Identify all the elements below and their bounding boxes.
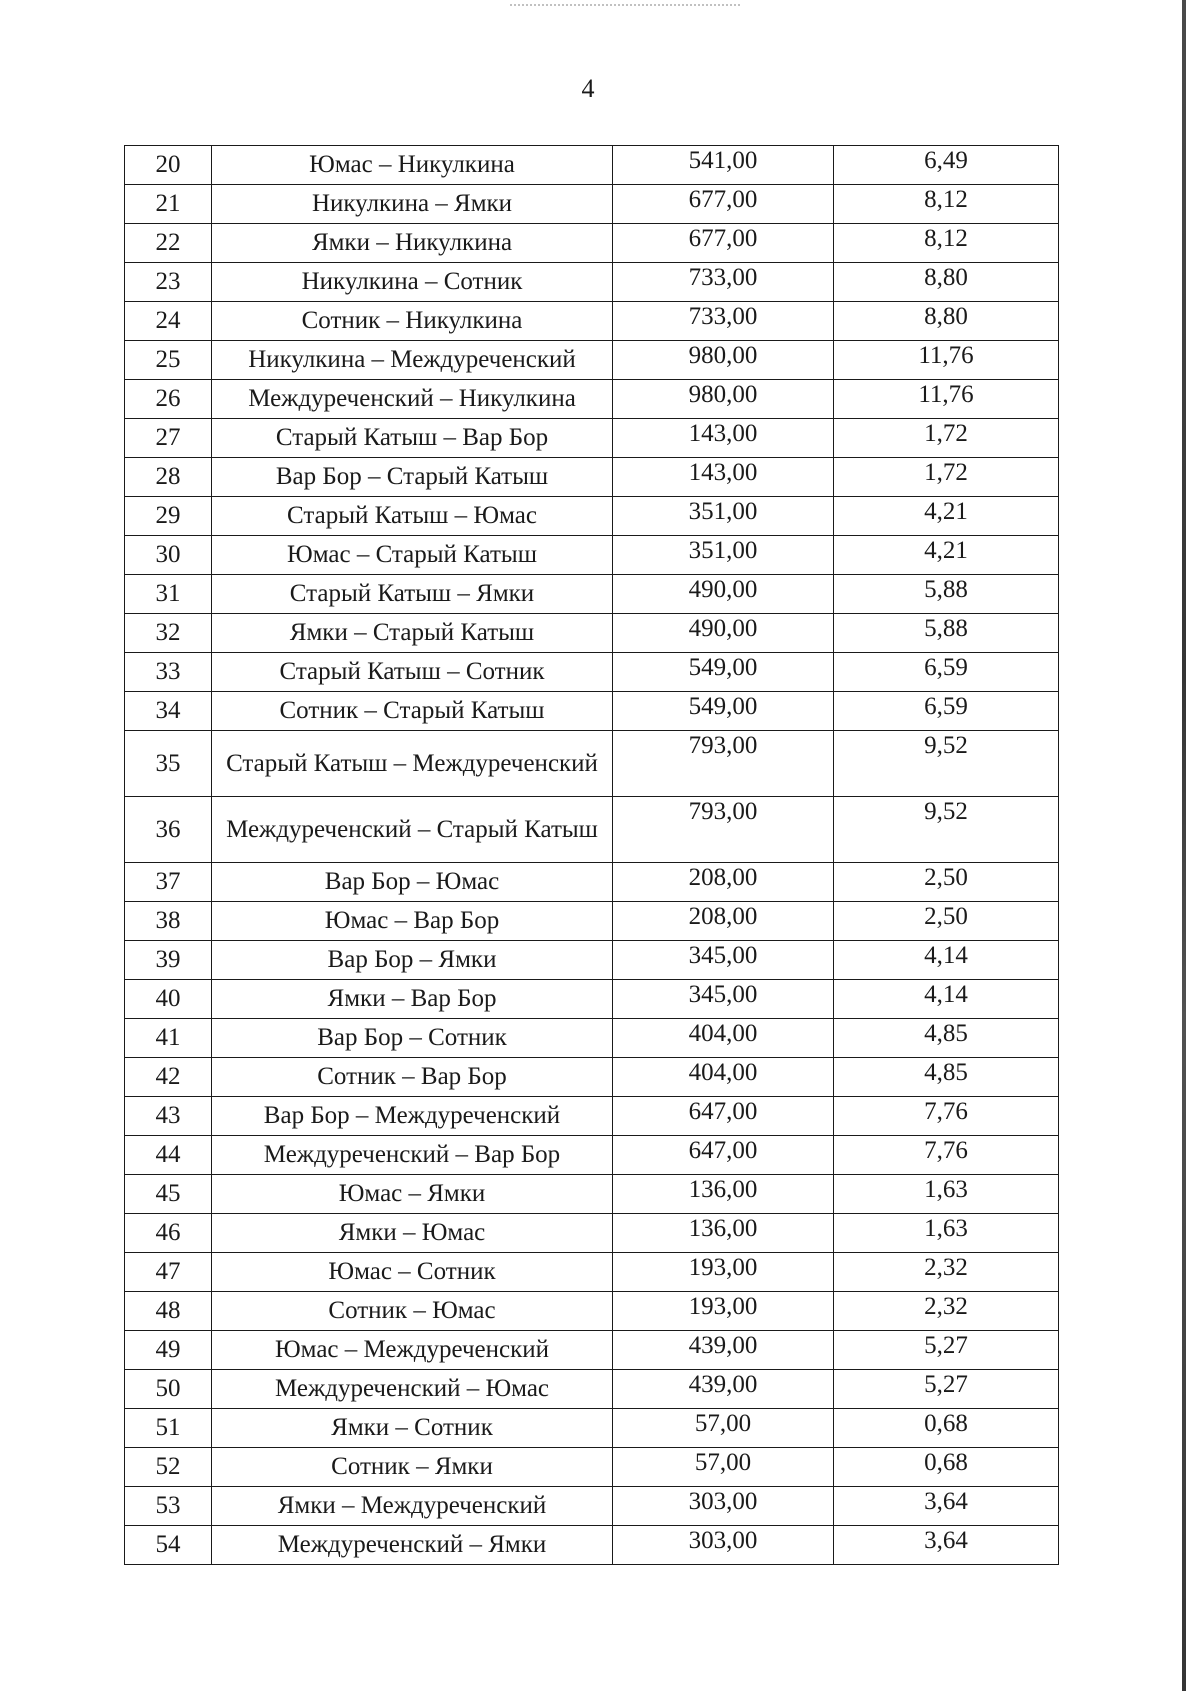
row-number-cell: 24 [125,302,212,341]
route-cell: Сотник – Вар Бор [212,1058,613,1097]
rate-cell: 3,64 [834,1487,1059,1526]
price-cell: 136,00 [613,1175,834,1214]
table-row [125,614,1059,653]
price-cell: 549,00 [613,653,834,692]
route-cell: Вар Бор – Ямки [212,941,613,980]
table-row [125,1175,1059,1214]
route-cell: Никулкина – Сотник [212,263,613,302]
rate-cell: 1,63 [834,1214,1059,1253]
routes-table [124,145,1059,1565]
rate-cell: 4,14 [834,941,1059,980]
table-row [125,224,1059,263]
price-cell: 208,00 [613,902,834,941]
row-number-cell: 41 [125,1019,212,1058]
price-cell: 490,00 [613,575,834,614]
table-row [125,302,1059,341]
row-number-cell: 22 [125,224,212,263]
table-row [125,341,1059,380]
price-cell: 980,00 [613,380,834,419]
price-cell: 677,00 [613,185,834,224]
table-row [125,497,1059,536]
row-number-cell: 46 [125,1214,212,1253]
price-cell: 549,00 [613,692,834,731]
rate-cell: 5,27 [834,1331,1059,1370]
table-row [125,731,1059,797]
rate-cell: 11,76 [834,341,1059,380]
row-number-cell: 52 [125,1448,212,1487]
row-number-cell: 39 [125,941,212,980]
rate-cell: 6,59 [834,692,1059,731]
table-row [125,1019,1059,1058]
price-cell: 345,00 [613,941,834,980]
rate-cell: 6,59 [834,653,1059,692]
route-cell: Вар Бор – Междуреченский [212,1097,613,1136]
price-cell: 541,00 [613,146,834,185]
row-number-cell: 23 [125,263,212,302]
table-row [125,1526,1059,1565]
table-row [125,419,1059,458]
table-row [125,575,1059,614]
rate-cell: 5,88 [834,575,1059,614]
price-cell: 980,00 [613,341,834,380]
route-cell: Ямки – Никулкина [212,224,613,263]
route-cell: Юмас – Вар Бор [212,902,613,941]
price-cell: 733,00 [613,302,834,341]
route-cell: Старый Катыш – Сотник [212,653,613,692]
row-number-cell: 30 [125,536,212,575]
table-row [125,1292,1059,1331]
table-row [125,902,1059,941]
rate-cell: 7,76 [834,1097,1059,1136]
price-cell: 143,00 [613,458,834,497]
price-cell: 345,00 [613,980,834,1019]
route-cell: Междуреченский – Ямки [212,1526,613,1565]
row-number-cell: 28 [125,458,212,497]
route-cell: Ямки – Междуреченский [212,1487,613,1526]
rate-cell: 0,68 [834,1448,1059,1487]
rate-cell: 0,68 [834,1409,1059,1448]
price-cell: 439,00 [613,1370,834,1409]
scan-artifact-edge [1182,0,1186,1691]
route-cell: Междуреченский – Старый Катыш [212,797,613,863]
routes-table-body [125,146,1059,1565]
rate-cell: 7,76 [834,1136,1059,1175]
rate-cell: 8,80 [834,302,1059,341]
row-number-cell: 42 [125,1058,212,1097]
table-row [125,1409,1059,1448]
row-number-cell: 49 [125,1331,212,1370]
route-cell: Ямки – Вар Бор [212,980,613,1019]
row-number-cell: 53 [125,1487,212,1526]
table-row [125,1097,1059,1136]
row-number-cell: 54 [125,1526,212,1565]
table-row [125,380,1059,419]
row-number-cell: 27 [125,419,212,458]
route-cell: Никулкина – Ямки [212,185,613,224]
row-number-cell: 50 [125,1370,212,1409]
table-row [125,863,1059,902]
table-row [125,1214,1059,1253]
rate-cell: 8,12 [834,185,1059,224]
route-cell: Старый Катыш – Междуреченский [212,731,613,797]
route-cell: Старый Катыш – Ямки [212,575,613,614]
route-cell: Сотник – Ямки [212,1448,613,1487]
row-number-cell: 25 [125,341,212,380]
rate-cell: 2,32 [834,1253,1059,1292]
table-row [125,185,1059,224]
row-number-cell: 37 [125,863,212,902]
table-row [125,146,1059,185]
rate-cell: 4,14 [834,980,1059,1019]
table-row [125,941,1059,980]
price-cell: 733,00 [613,263,834,302]
route-cell: Ямки – Юмас [212,1214,613,1253]
row-number-cell: 20 [125,146,212,185]
price-cell: 647,00 [613,1136,834,1175]
route-cell: Вар Бор – Юмас [212,863,613,902]
rate-cell: 4,21 [834,497,1059,536]
rate-cell: 2,50 [834,902,1059,941]
rate-cell: 11,76 [834,380,1059,419]
price-cell: 303,00 [613,1526,834,1565]
route-cell: Сотник – Никулкина [212,302,613,341]
row-number-cell: 32 [125,614,212,653]
rate-cell: 6,49 [834,146,1059,185]
price-cell: 439,00 [613,1331,834,1370]
rate-cell: 4,85 [834,1058,1059,1097]
rate-cell: 4,21 [834,536,1059,575]
route-cell: Юмас – Сотник [212,1253,613,1292]
table-row [125,1448,1059,1487]
price-cell: 404,00 [613,1019,834,1058]
rate-cell: 8,80 [834,263,1059,302]
rate-cell: 5,27 [834,1370,1059,1409]
table-row [125,1331,1059,1370]
rate-cell: 5,88 [834,614,1059,653]
table-row [125,1253,1059,1292]
price-cell: 193,00 [613,1292,834,1331]
route-cell: Ямки – Сотник [212,1409,613,1448]
page-number: 4 [581,74,595,103]
rate-cell: 1,72 [834,419,1059,458]
price-cell: 57,00 [613,1409,834,1448]
route-cell: Юмас – Ямки [212,1175,613,1214]
route-cell: Ямки – Старый Катыш [212,614,613,653]
rate-cell: 2,50 [834,863,1059,902]
row-number-cell: 36 [125,797,212,863]
row-number-cell: 38 [125,902,212,941]
route-cell: Никулкина – Междуреченский [212,341,613,380]
price-cell: 208,00 [613,863,834,902]
route-cell: Сотник – Старый Катыш [212,692,613,731]
row-number-cell: 48 [125,1292,212,1331]
price-cell: 677,00 [613,224,834,263]
route-cell: Вар Бор – Сотник [212,1019,613,1058]
table-row [125,1058,1059,1097]
price-cell: 57,00 [613,1448,834,1487]
table-row [125,458,1059,497]
route-cell: Междуреченский – Вар Бор [212,1136,613,1175]
row-number-cell: 26 [125,380,212,419]
price-cell: 136,00 [613,1214,834,1253]
rate-cell: 9,52 [834,797,1059,863]
row-number-cell: 40 [125,980,212,1019]
route-cell: Юмас – Старый Катыш [212,536,613,575]
table-row [125,536,1059,575]
rate-cell: 9,52 [834,731,1059,797]
price-cell: 490,00 [613,614,834,653]
row-number-cell: 51 [125,1409,212,1448]
row-number-cell: 47 [125,1253,212,1292]
row-number-cell: 44 [125,1136,212,1175]
rate-cell: 3,64 [834,1526,1059,1565]
price-cell: 143,00 [613,419,834,458]
price-cell: 303,00 [613,1487,834,1526]
table-row [125,692,1059,731]
table-row [125,1487,1059,1526]
row-number-cell: 34 [125,692,212,731]
price-cell: 793,00 [613,731,834,797]
route-cell: Вар Бор – Старый Катыш [212,458,613,497]
price-cell: 351,00 [613,536,834,575]
table-row [125,980,1059,1019]
price-cell: 647,00 [613,1097,834,1136]
row-number-cell: 35 [125,731,212,797]
route-cell: Междуреченский – Юмас [212,1370,613,1409]
price-cell: 404,00 [613,1058,834,1097]
route-cell: Старый Катыш – Юмас [212,497,613,536]
rate-cell: 2,32 [834,1292,1059,1331]
route-cell: Юмас – Никулкина [212,146,613,185]
route-cell: Междуреченский – Никулкина [212,380,613,419]
table-row [125,797,1059,863]
rate-cell: 8,12 [834,224,1059,263]
row-number-cell: 31 [125,575,212,614]
route-cell: Сотник – Юмас [212,1292,613,1331]
price-cell: 793,00 [613,797,834,863]
row-number-cell: 45 [125,1175,212,1214]
row-number-cell: 21 [125,185,212,224]
table-row [125,263,1059,302]
table-row [125,1136,1059,1175]
table-row [125,653,1059,692]
route-cell: Юмас – Междуреченский [212,1331,613,1370]
price-cell: 193,00 [613,1253,834,1292]
rate-cell: 1,72 [834,458,1059,497]
row-number-cell: 33 [125,653,212,692]
scan-artifact-top [510,4,740,12]
row-number-cell: 29 [125,497,212,536]
table-row [125,1370,1059,1409]
route-cell: Старый Катыш – Вар Бор [212,419,613,458]
rate-cell: 1,63 [834,1175,1059,1214]
price-cell: 351,00 [613,497,834,536]
rate-cell: 4,85 [834,1019,1059,1058]
row-number-cell: 43 [125,1097,212,1136]
